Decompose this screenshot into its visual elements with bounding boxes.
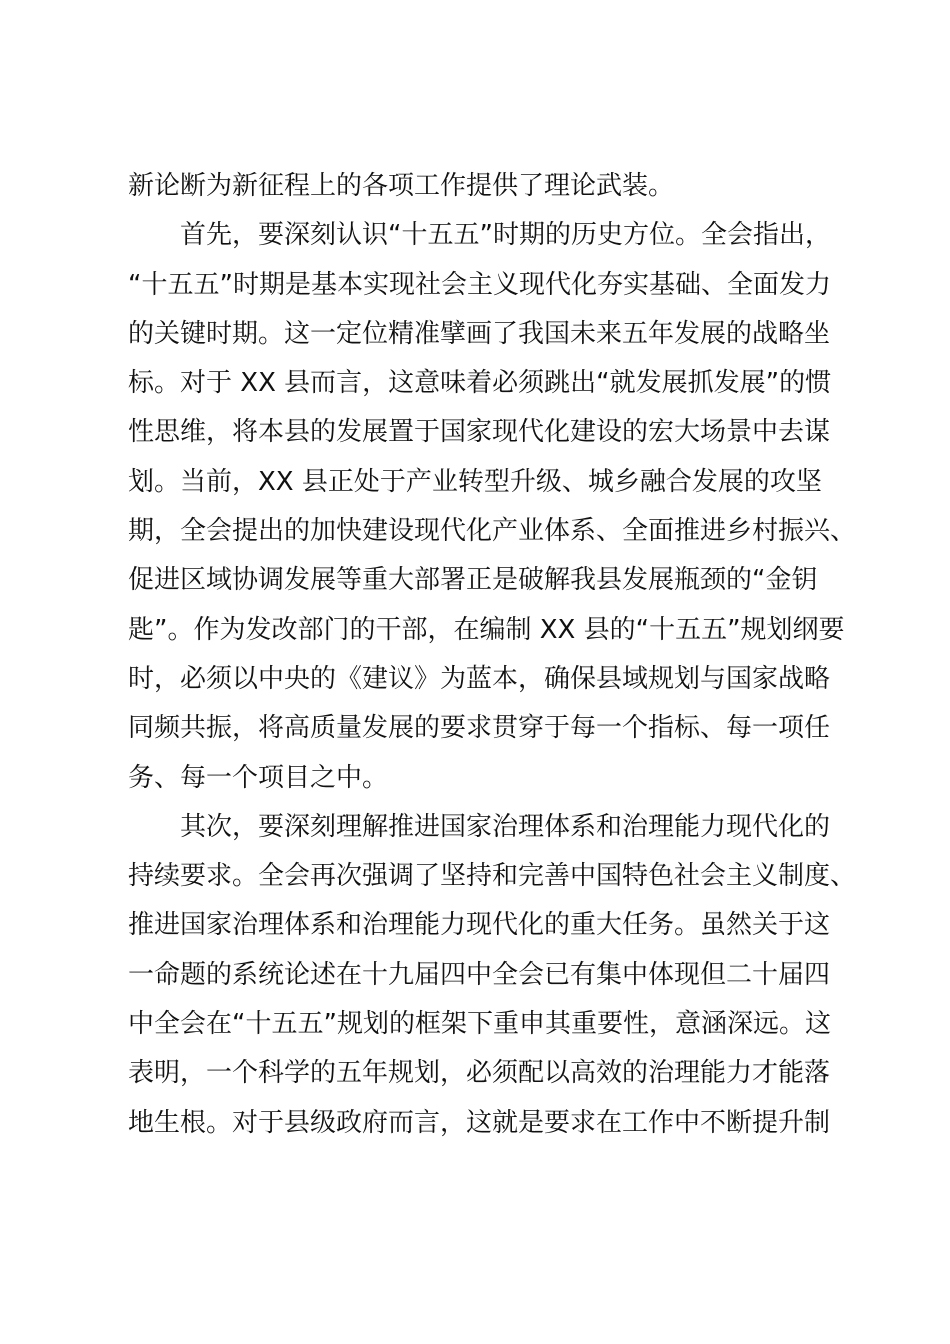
text-line-11: 时，必须以中央的《建议》为蓝本，确保县域规划与国家战略	[128, 663, 831, 694]
text-line-12: 同频共振，将高质量发展的要求贯穿于每一个指标、每一项任	[128, 713, 831, 744]
text-line-10: 匙”。作为发改部门的干部，在编制 XX 县的“十五五”规划纲要	[128, 614, 845, 645]
text-line-15: 持续要求。全会再次强调了坚持和完善中国特色社会主义制度、	[128, 861, 857, 892]
text-line-3: “十五五”时期是基本实现社会主义现代化夯实基础、全面发力	[128, 269, 831, 300]
text-line-17: 一命题的系统论述在十九届四中全会已有集中体现但二十届四	[128, 959, 831, 990]
paragraph-start-line: 其次，要深刻理解推进国家治理体系和治理能力现代化的	[180, 811, 831, 842]
text-line-9: 促进区域协调发展等重大部署正是破解我县发展瓶颈的“金钥	[128, 565, 818, 596]
text-line-19: 表明，一个科学的五年规划，必须配以高效的治理能力才能落	[128, 1058, 831, 1089]
text-line-4: 的关键时期。这一定位精准擘画了我国未来五年发展的战略坐	[128, 318, 831, 349]
text-line-1: 新论断为新征程上的各项工作提供了理论武装。	[128, 171, 675, 201]
text-line-8: 期，全会提出的加快建设现代化产业体系、全面推进乡村振兴、	[128, 516, 857, 547]
text-line-13: 务、每一个项目之中。	[128, 762, 389, 793]
text-line-16: 推进国家治理体系和治理能力现代化的重大任务。虽然关于这	[128, 910, 831, 941]
paragraph-start-line: 首先，要深刻认识“十五五”时期的历史方位。全会指出，	[180, 220, 831, 251]
text-line-7: 划。当前，XX 县正处于产业转型升级、城乡融合发展的攻坚	[128, 466, 822, 497]
text-line-6: 性思维，将本县的发展置于国家现代化建设的宏大场景中去谋	[128, 417, 831, 448]
text-line-5: 标。对于 XX 县而言，这意味着必须跳出“就发展抓发展”的惯	[128, 368, 832, 399]
body-text	[128, 162, 857, 1148]
text-line-18: 中全会在“十五五”规划的框架下重申其重要性，意涵深远。这	[128, 1009, 831, 1040]
text-line-20: 地生根。对于县级政府而言，这就是要求在工作中不断提升制	[128, 1107, 831, 1138]
